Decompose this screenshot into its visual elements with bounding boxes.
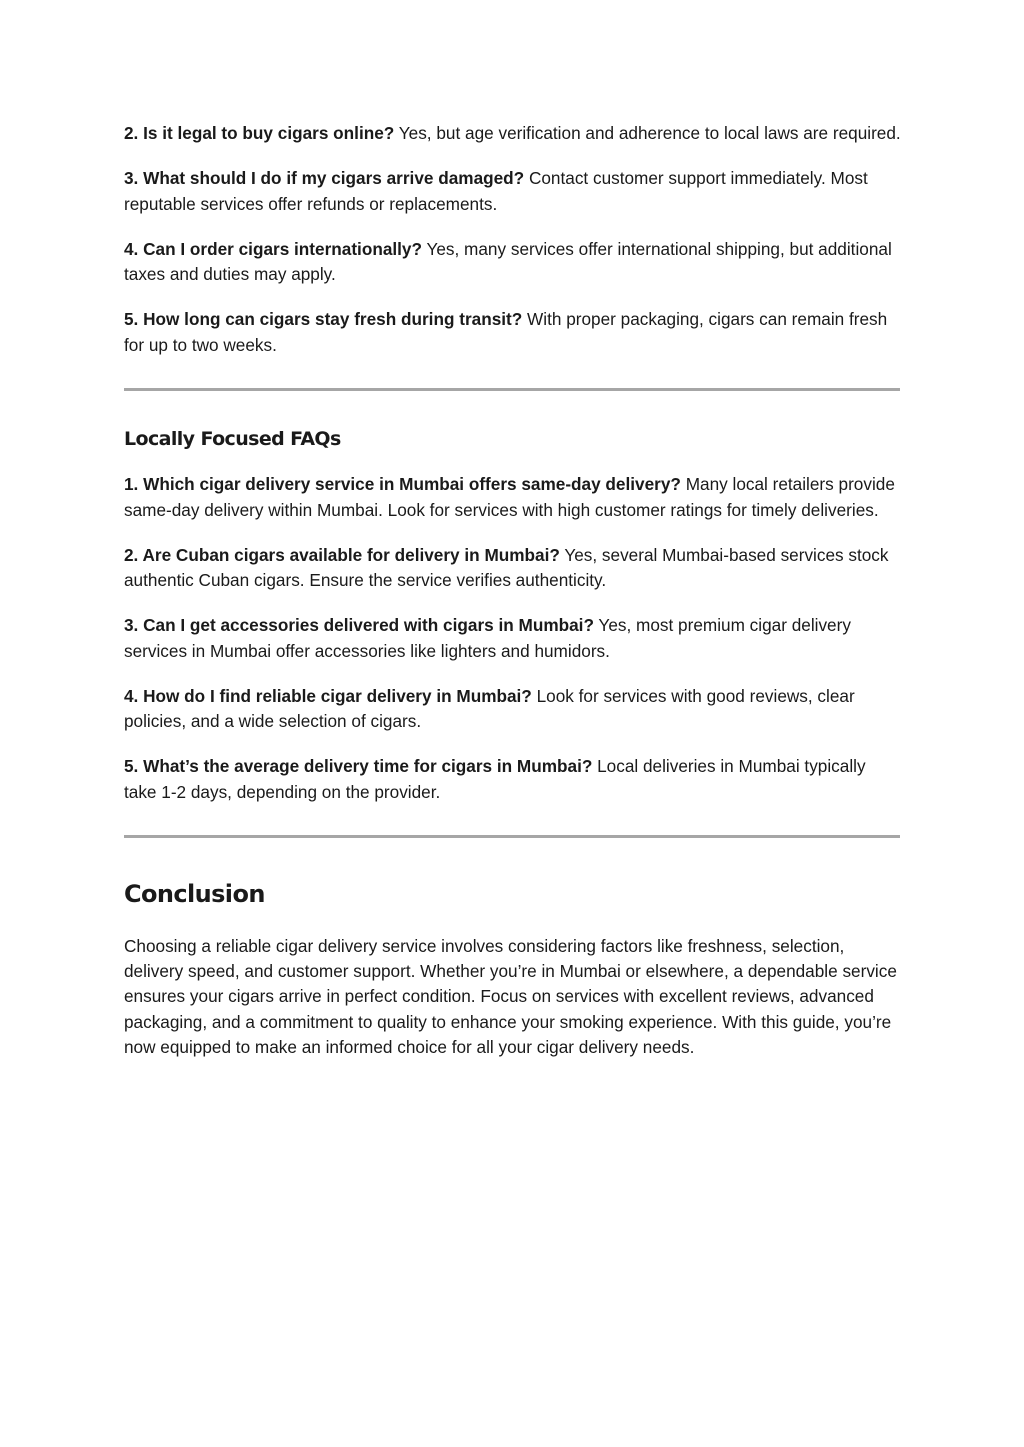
- document-page: [124, 121, 902, 1060]
- faq-item: [124, 543, 902, 594]
- faq-answer: Yes, many services offer international shipping, but additional taxes and duties may apply.: [124, 238, 892, 284]
- faq-answer: Yes, but age verification and adherence to local laws are required.: [394, 123, 901, 143]
- faq-question: 4. Can I order cigars internationally?: [124, 238, 422, 259]
- faq-item: [124, 472, 902, 523]
- section-divider: [124, 835, 900, 838]
- faq-answer: Local deliveries in Mumbai typically take 1-2 days, depending on the provider.: [124, 756, 866, 802]
- faq-answer: Many local retailers provide same-day delivery within Mumbai. Look for services with high customer ratings for timely deliveries.: [124, 474, 895, 520]
- faq-item: [124, 307, 902, 358]
- local-faq-list: [124, 472, 902, 805]
- faq-item: [124, 121, 902, 147]
- faq-answer: Look for services with good reviews, clear policies, and a wide selection of cigars.: [124, 685, 855, 731]
- faq-question: 3. Can I get accessories delivered with cigars in Mumbai?: [124, 615, 594, 635]
- conclusion-heading: Conclusion: [124, 880, 265, 908]
- faq-answer: Yes, several Mumbai-based services stock authentic Cuban cigars. Ensure the service verifies authenticity.: [124, 544, 889, 590]
- faq-item: [124, 754, 902, 805]
- faq-question: 5. How long can cigars stay fresh during transit?: [124, 309, 523, 329]
- conclusion-paragraph: Choosing a reliable cigar delivery service involves considering factors like freshness, selection, delivery speed, and customer support. Whether you’re in Mumbai or elsewhere, a dependable service ensures your cigars arrive in perfect condition. Focus on services with excellent reviews, advanced packaging, and a commitment to quality to enhance your smoking experience. With this guide, you’re now equipped to make an informed choice for all your cigar delivery needs.: [124, 936, 897, 1057]
- faq-question: 5. What’s the average delivery time for cigars in Mumbai?: [124, 756, 593, 776]
- faq-answer: With proper packaging, cigars can remain fresh for up to two weeks.: [124, 309, 888, 355]
- faq-item: [124, 613, 902, 664]
- faq-item: [124, 237, 902, 288]
- faq-item: [124, 166, 902, 217]
- section-divider: [124, 388, 900, 391]
- faq-answer: Yes, most premium cigar delivery services in Mumbai offer accessories like lighters and humidors.: [124, 615, 851, 661]
- faq-question: 3. What should I do if my cigars arrive damaged?: [124, 168, 525, 188]
- faq-item: [124, 684, 902, 735]
- general-faq-list: [124, 121, 902, 358]
- faq-answer: Contact customer support immediately. Most reputable services offer refunds or replacements.: [124, 168, 868, 214]
- faq-question: 2. Is it legal to buy cigars online?: [124, 123, 395, 143]
- faq-question: 1. Which cigar delivery service in Mumbai offers same-day delivery?: [124, 474, 681, 494]
- faq-question: 2. Are Cuban cigars available for delivery in Mumbai?: [124, 544, 560, 565]
- faq-question: 4. How do I find reliable cigar delivery in Mumbai?: [124, 685, 532, 706]
- local-faqs-heading: Locally Focused FAQs: [124, 428, 341, 450]
